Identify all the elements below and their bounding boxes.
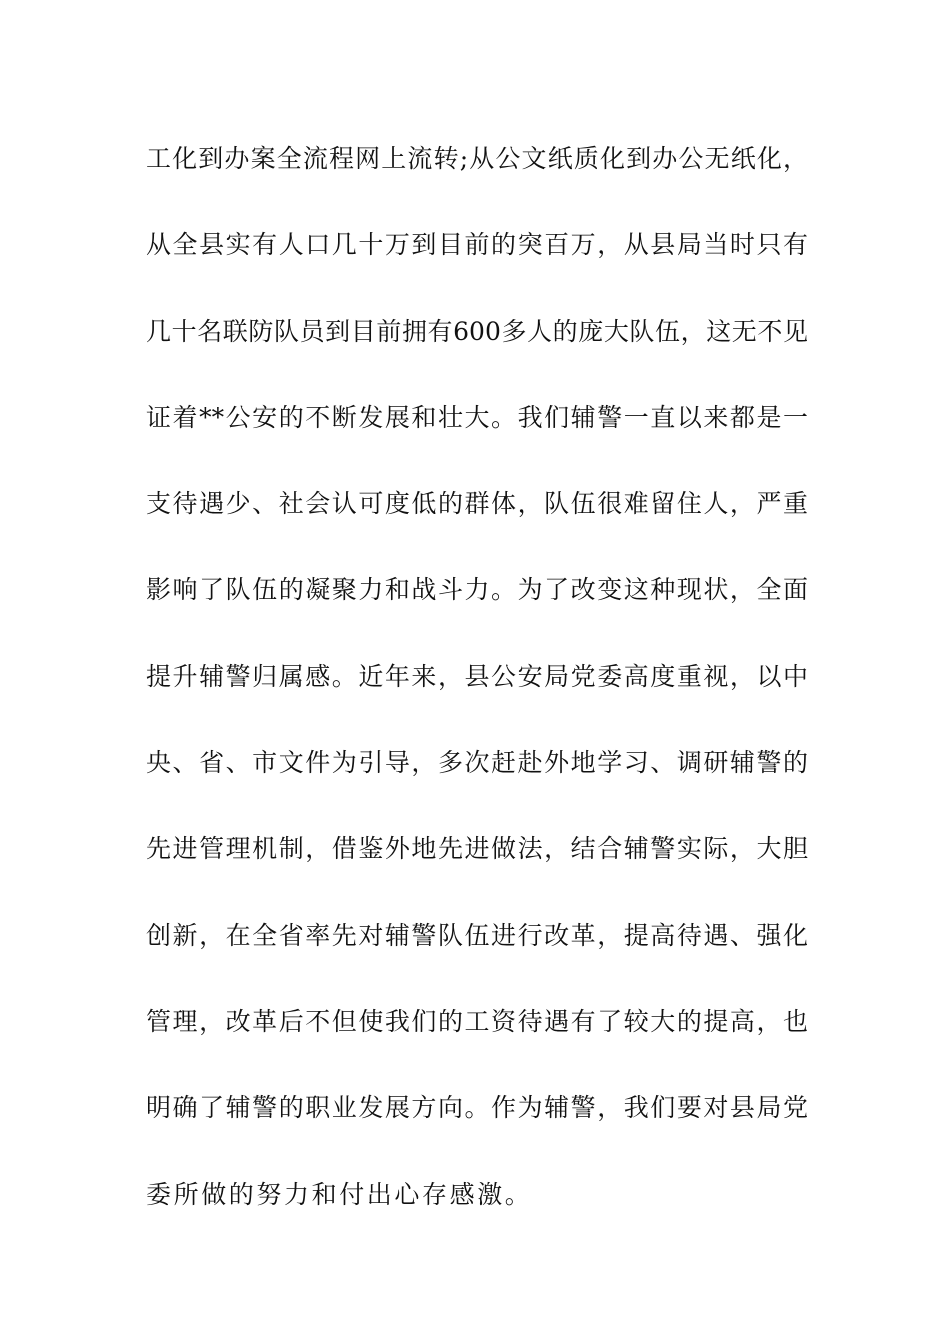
text-line: 提升辅警归属感。近年来，县公安局党委高度重视，以中 (146, 661, 808, 691)
text-line: 明确了辅警的职业发展方向。作为辅警，我们要对县局党 (146, 1093, 808, 1123)
text-line: 影响了队伍的凝聚力和战斗力。为了改变这种现状，全面 (146, 575, 808, 605)
text-line: 几十名联防队员到目前拥有600多人的庞大队伍，这无不见 (146, 316, 808, 346)
text-line: 先进管理机制，借鉴外地先进做法，结合辅警实际，大胆 (146, 834, 808, 864)
text-line: 管理，改革后不但使我们的工资待遇有了较大的提高，也 (146, 1006, 808, 1036)
text-line: 央、省、市文件为引导，多次赶赴外地学习、调研辅警的 (146, 748, 808, 778)
text-line: 从全县实有人口几十万到目前的突百万，从县局当时只有 (146, 230, 808, 260)
body-paragraph (146, 136, 808, 1258)
text-line: 支待遇少、社会认可度低的群体，队伍很难留住人，严重 (146, 489, 808, 519)
text-line: 工化到办案全流程网上流转;从公文纸质化到办公无纸化， (146, 144, 808, 173)
text-line: 委所做的努力和付出心存感激。 (146, 1179, 533, 1209)
text-line: 证着**公安的不断发展和壮大。我们辅警一直以来都是一 (146, 402, 808, 432)
text-line: 创新，在全省率先对辅警队伍进行改革，提高待遇、强化 (146, 920, 808, 950)
